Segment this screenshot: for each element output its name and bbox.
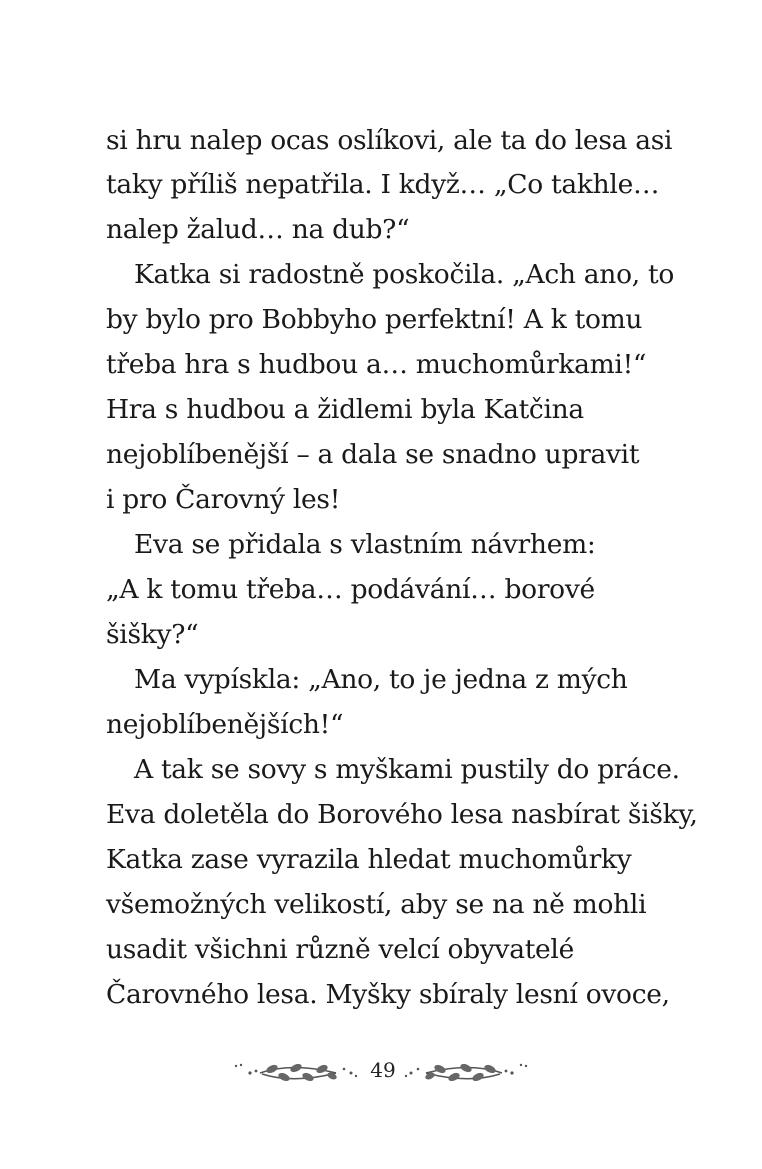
paragraph-start-line: Ma vypískla: „Ano, to je jedna z mých — [134, 664, 628, 695]
text-line: i pro Čarovný les! — [106, 484, 341, 515]
text-line: šišky?“ — [106, 619, 199, 650]
text-line: „A k tomu třeba… podávání… borové — [106, 574, 595, 605]
text-line: si hru nalep ocas oslíkovi, ale ta do lesa asi — [106, 125, 673, 156]
page-footer — [0, 1052, 762, 1092]
paragraph-start-line: Eva se přidala s vlastním návrhem: — [134, 529, 596, 560]
leaf-flourish-icon — [402, 1060, 530, 1086]
page-number: 49 — [370, 1058, 396, 1082]
paragraph-start-line: Katka si radostně poskočila. „Ach ano, to — [134, 259, 674, 290]
text-line: nejoblíbenějších!“ — [106, 709, 344, 740]
text-line: Hra s hudbou a židlemi byla Katčina — [106, 394, 584, 425]
text-line: nejoblíbenější – a dala se snadno upravit — [106, 439, 640, 470]
text-line: Eva doletěla do Borového lesa nasbírat šišky, — [106, 799, 698, 830]
text-line: by bylo pro Bobbyho perfektní! A k tomu — [106, 304, 643, 335]
leaf-flourish-icon — [232, 1060, 360, 1086]
text-line: Katka zase vyrazila hledat muchomůrky — [106, 844, 632, 875]
text-line: třeba hra s hudbou a… muchomůrkami!“ — [106, 349, 647, 380]
paragraph-start-line: A tak se sovy s myškami pustily do práce. — [134, 754, 680, 785]
text-line: nalep žalud… na dub?“ — [106, 214, 410, 245]
text-line: taky příliš nepatřila. I když… „Co takhle… — [106, 169, 660, 200]
text-line: Čarovného lesa. Myšky sbíraly lesní ovoce, — [106, 979, 670, 1010]
text-line: všemožných velikostí, aby se na ně mohli — [106, 889, 647, 920]
text-line: usadit všichni různě velcí obyvatelé — [106, 934, 574, 965]
